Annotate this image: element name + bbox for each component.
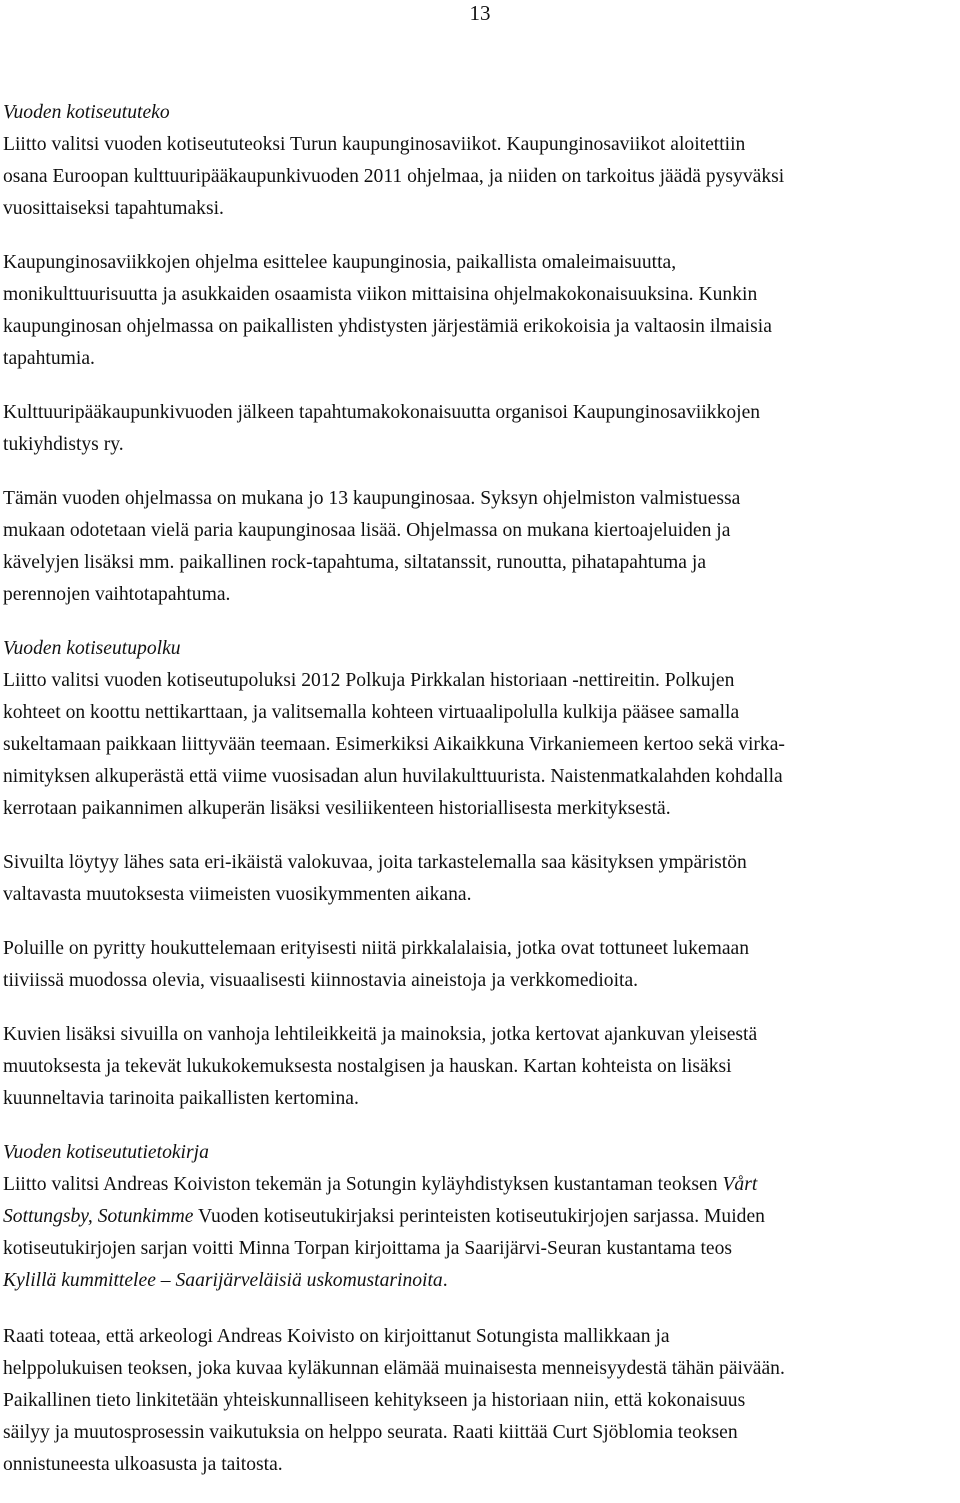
section-heading-kotiseututeko: Vuoden kotiseututeko — [3, 102, 170, 123]
text-line: mukaan odotetaan vielä paria kaupunginosaa lisää. Ohjelmassa on mukana kiertoajeluiden ja — [3, 520, 731, 541]
text-line: kävelyjen lisäksi mm. paikallinen rock-tapahtuma, siltatanssit, runoutta, pihatapahtuma ja — [3, 552, 707, 573]
text-line — [3, 1169, 955, 1201]
text-line: tukiyhdistys ry. — [3, 434, 124, 455]
text-line: kaupunginosan ohjelmassa on paikallisten yhdistysten järjestämiä erikokoisia ja valtaosin ilmaisia — [3, 316, 772, 337]
text-line: Kulttuuripääkaupunkivuoden jälkeen tapahtumakokonaisuutta organisoi Kaupunginosaviikkojen — [3, 402, 761, 423]
paragraph — [3, 483, 955, 611]
text-line: Liitto valitsi vuoden kotiseutupoluksi 2012 Polkuja Pirkkalan historiaan -nettireitin. Polkujen — [3, 670, 735, 691]
text-line: Paikallinen tieto linkitetään yhteiskunnalliseen kehitykseen ja historiaan niin, että kokonaisuus — [3, 1390, 746, 1411]
text-line: nimityksen alkuperästä että viime vuosisadan alun huvilakulttuurista. Naistenmatkalahden kohdalla — [3, 766, 783, 787]
document-body — [3, 97, 955, 1481]
text-segment: . — [442, 1270, 448, 1291]
text-line: vuosittaiseksi tapahtumaksi. — [3, 198, 224, 219]
text-line: kotiseutukirjojen sarjan voitti Minna Torpan kirjoittama ja Saarijärvi-Seuran kustantama teos — [3, 1238, 733, 1259]
paragraph — [3, 129, 955, 225]
book-title: Sottungsby, Sotunkimme — [3, 1206, 194, 1227]
text-line: helppolukuisen teoksen, joka kuvaa kyläkunnan elämää muinaisesta menneisyydestä tähän päivään. — [3, 1358, 785, 1379]
text-line — [3, 1201, 955, 1233]
text-line: säilyy ja muutosprosessin vaikutuksia on helppo seurata. Raati kiittää Curt Sjöblomia teoksen — [3, 1422, 738, 1443]
paragraph — [3, 933, 955, 997]
text-line: kohteet on koottu nettikarttaan, ja valitsemalla kohteen virtuaalipolulla kulkija pääsee samalla — [3, 702, 740, 723]
text-line: tiiviissä muodossa olevia, visuaalisesti kiinnostavia aineistoja ja verkkomedioita. — [3, 970, 639, 991]
text-line: perennojen vaihtotapahtuma. — [3, 584, 231, 605]
text-line: Tämän vuoden ohjelmassa on mukana jo 13 kaupunginosaa. Syksyn ohjelmiston valmistuessa — [3, 488, 741, 509]
text-segment: Vuoden kotiseutukirjaksi perinteisten kotiseutukirjojen sarjassa. Muiden — [193, 1206, 765, 1227]
paragraph — [3, 1169, 955, 1297]
text-line: Sivuilta löytyy lähes sata eri-ikäistä valokuvaa, joita tarkastelemalla saa käsityksen ympäristön — [3, 852, 747, 873]
text-line: Kaupunginosaviikkojen ohjelma esittelee kaupunginosia, paikallista omaleimaisuutta, — [3, 252, 677, 273]
text-line: Liitto valitsi vuoden kotiseututeoksi Turun kaupunginosaviikot. Kaupunginosaviikot aloitettiin — [3, 134, 746, 155]
book-title: Vårt — [722, 1174, 758, 1195]
text-line: muutoksesta ja tekevät lukukokemuksesta nostalgisen ja hauskan. Kartan kohteista on lisäksi — [3, 1056, 732, 1077]
book-title: Kylillä kummittelee – Saarijärveläisiä uskomustarinoita — [3, 1270, 443, 1291]
text-line: valtavasta muutoksesta viimeisten vuosikymmenten aikana. — [3, 884, 472, 905]
section-heading-kotiseututietokirja: Vuoden kotiseututietokirja — [3, 1142, 209, 1163]
text-line: Kuvien lisäksi sivuilla on vanhoja lehtileikkeitä ja mainoksia, jotka kertovat ajankuvan yleisestä — [3, 1024, 758, 1045]
text-line: Raati toteaa, että arkeologi Andreas Koivisto on kirjoittanut Sotungista mallikkaan ja — [3, 1326, 670, 1347]
text-line: Poluille on pyritty houkuttelemaan erityisesti niitä pirkkalalaisia, jotka ovat tottuneet lukemaan — [3, 938, 750, 959]
text-segment: Liitto valitsi Andreas Koiviston tekemän ja Sotungin kyläyhdistyksen kustantaman teoksen — [3, 1174, 723, 1195]
text-line — [3, 1265, 955, 1297]
text-line: tapahtumia. — [3, 348, 95, 369]
section-heading-kotiseutupolku: Vuoden kotiseutupolku — [3, 638, 181, 659]
text-line: sukeltamaan paikkaan liittyvään teemaan. Esimerkiksi Aikaikkuna Virkaniemeen kertoo sekä virka- — [3, 734, 785, 755]
text-line: kuunneltavia tarinoita paikallisten kertomina. — [3, 1088, 359, 1109]
paragraph — [3, 397, 955, 461]
text-line: monikulttuurisuutta ja asukkaiden osaamista viikon mittaisina ohjelmakokonaisuuksina. Kunkin — [3, 284, 758, 305]
text-line: osana Euroopan kulttuuripääkaupunkivuoden 2011 ohjelmaa, ja niiden on tarkoitus jäädä pysyväksi — [3, 166, 785, 187]
paragraph — [3, 847, 955, 911]
text-line: kerrotaan paikannimen alkuperän lisäksi vesiliikenteen historiallisesta merkityksestä. — [3, 798, 671, 819]
page-number: 13 — [469, 1, 491, 25]
paragraph — [3, 247, 955, 375]
paragraph — [3, 665, 955, 825]
paragraph — [3, 1321, 955, 1481]
paragraph — [3, 1019, 955, 1115]
text-line: onnistuneesta ulkoasusta ja taitosta. — [3, 1454, 283, 1475]
